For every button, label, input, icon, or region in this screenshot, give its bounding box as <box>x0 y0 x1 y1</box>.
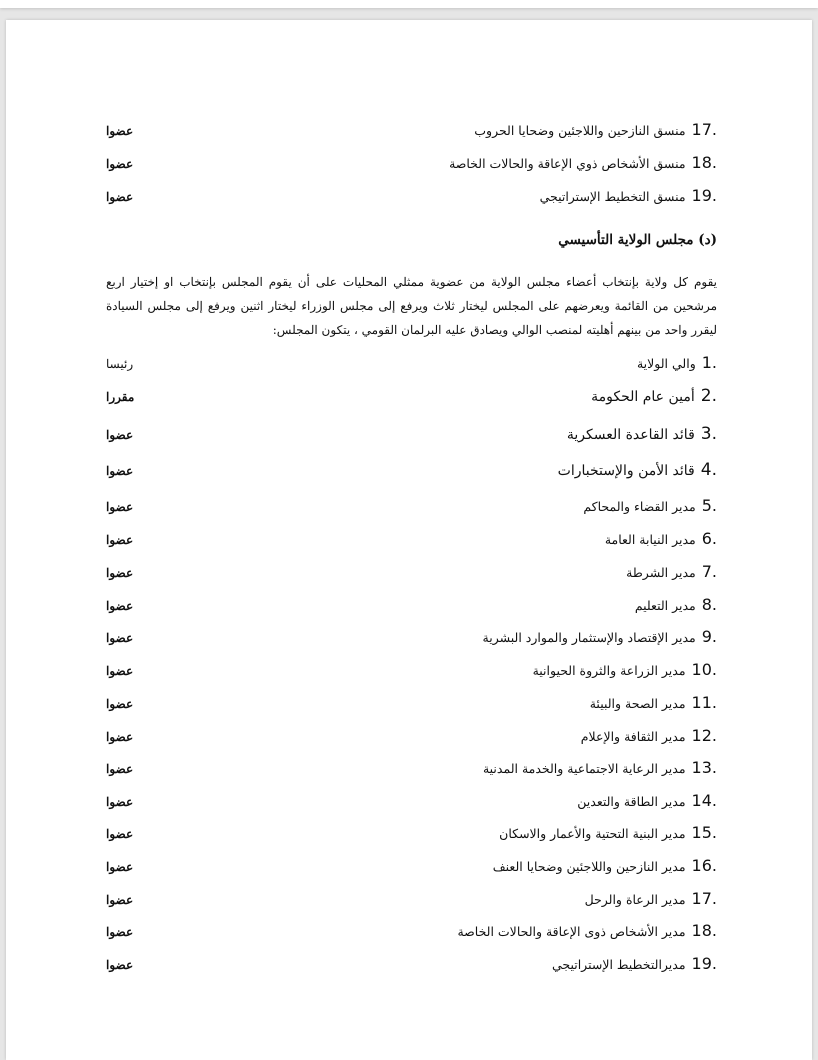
item-number: 6. <box>701 529 717 548</box>
item-label: قائد الأمن والإستخبارات <box>557 463 695 479</box>
item-role: عضوا <box>106 566 134 580</box>
list-item <box>106 791 717 810</box>
item-label: مدير القضاء والمحاكم <box>583 499 696 514</box>
item-label: قائد القاعدة العسكرية <box>566 427 695 443</box>
item-number: 3. <box>700 424 717 444</box>
item-role: عضوا <box>106 827 134 841</box>
item-label: مدير الإقتصاد والإستثمار والموارد البشرية <box>482 630 696 645</box>
document-page <box>6 20 812 1060</box>
section-heading: (د) مجلس الولاية التأسيسي <box>558 232 717 248</box>
item-role: عضوا <box>106 762 134 776</box>
item-number: 5. <box>701 496 717 515</box>
item-role: رئيسا <box>106 357 134 371</box>
item-role: عضوا <box>106 958 134 972</box>
item-label: منسق الأشخاص ذوي الإعاقة والحالات الخاصة <box>449 156 686 171</box>
item-role: عضوا <box>106 533 134 547</box>
item-number: 9. <box>701 627 717 646</box>
item-label: مدير النيابة العامة <box>604 532 696 547</box>
item-role: عضوا <box>106 428 134 442</box>
item-role: عضوا <box>106 464 134 478</box>
item-number: 1. <box>701 353 717 372</box>
item-label: مدير الطاقة والتعدين <box>577 794 686 809</box>
item-number: 11. <box>691 693 717 712</box>
list-item <box>106 726 717 745</box>
list-item <box>106 424 717 444</box>
item-role: عضوا <box>106 500 134 514</box>
item-number: 18. <box>691 153 717 172</box>
item-number: 17. <box>691 889 717 908</box>
item-role: عضوا <box>106 599 134 613</box>
list-item <box>106 153 717 172</box>
item-number: 14. <box>691 791 717 810</box>
item-role: مقررا <box>106 390 135 404</box>
item-number: 4. <box>700 460 717 480</box>
list-item <box>106 120 717 139</box>
previous-page-edge <box>0 0 818 8</box>
item-number: 15. <box>691 823 717 842</box>
list-item <box>106 921 717 940</box>
list-item <box>106 758 717 777</box>
list-item <box>106 562 717 581</box>
item-role: عضوا <box>106 664 134 678</box>
list-item <box>106 386 717 406</box>
item-number: 8. <box>701 595 717 614</box>
item-role: عضوا <box>106 157 134 171</box>
item-label: مدير الصحة والبيئة <box>589 696 686 711</box>
item-role: عضوا <box>106 697 134 711</box>
list-item <box>106 856 717 875</box>
item-number: 16. <box>691 856 717 875</box>
item-label: مدير النازحين واللاجئين وضحايا العنف <box>492 859 686 874</box>
list-item <box>106 954 717 973</box>
list-item <box>106 353 717 372</box>
item-label: أمين عام الحكومة <box>591 389 695 405</box>
item-number: 10. <box>691 660 717 679</box>
item-label: مدير الأشخاص ذوى الإعاقة والحالات الخاصة <box>457 924 686 939</box>
item-label: مدير التعليم <box>634 598 696 613</box>
list-item <box>106 496 717 515</box>
item-role: عضوا <box>106 631 134 645</box>
item-label: مدير الرعاة والرحل <box>584 892 686 907</box>
item-role: عضوا <box>106 893 134 907</box>
item-label: مدير الثقافة والإعلام <box>580 729 686 744</box>
list-item <box>106 186 717 205</box>
item-label: منسق التخطيط الإستراتيجي <box>539 189 686 204</box>
item-role: عضوا <box>106 124 134 138</box>
item-number: 7. <box>701 562 717 581</box>
item-number: 2. <box>700 386 717 406</box>
list-item <box>106 460 717 480</box>
list-item <box>106 660 717 679</box>
item-role: عضوا <box>106 795 134 809</box>
item-label: مدير الزراعة والثروة الحيوانية <box>532 663 686 678</box>
item-label: والي الولاية <box>636 356 696 371</box>
item-label: مديرالتخطيط الإستراتيجي <box>551 957 686 972</box>
list-item <box>106 693 717 712</box>
item-role: عضوا <box>106 925 134 939</box>
list-item <box>106 823 717 842</box>
item-label: مدير الرعاية الاجتماعية والخدمة المدنية <box>482 761 686 776</box>
item-role: عضوا <box>106 860 134 874</box>
item-label: مدير البنية التحتية والأعمار والاسكان <box>499 826 686 841</box>
list-item <box>106 595 717 614</box>
item-number: 19. <box>691 954 717 973</box>
item-label: منسق النازحين واللاجئين وضحايا الحروب <box>474 123 686 138</box>
list-item <box>106 627 717 646</box>
item-label: مدير الشرطة <box>626 565 696 580</box>
item-number: 17. <box>691 120 717 139</box>
item-number: 18. <box>691 921 717 940</box>
item-number: 19. <box>691 186 717 205</box>
item-number: 13. <box>691 758 717 777</box>
item-role: عضوا <box>106 730 134 744</box>
list-item <box>106 889 717 908</box>
item-role: عضوا <box>106 190 134 204</box>
list-item <box>106 529 717 548</box>
item-number: 12. <box>691 726 717 745</box>
section-paragraph: يقوم كل ولاية بإنتخاب أعضاء مجلس الولاية من عضوية ممثلي المحليات على أن يقوم المجلس بإنتخاب او إختيار اربع مرشحين من القائمة ويعرضهم على المجلس ليختار ثلاث ويرفع إلى مجلس الوزراء ليختار اثنين ويرفع إلى مجلس السيادة ليقرر واحد من بينهم أهليته لمنصب الوالي ويصادق عليه البرلمان القومي ، يتكون المجلس: <box>106 275 717 337</box>
